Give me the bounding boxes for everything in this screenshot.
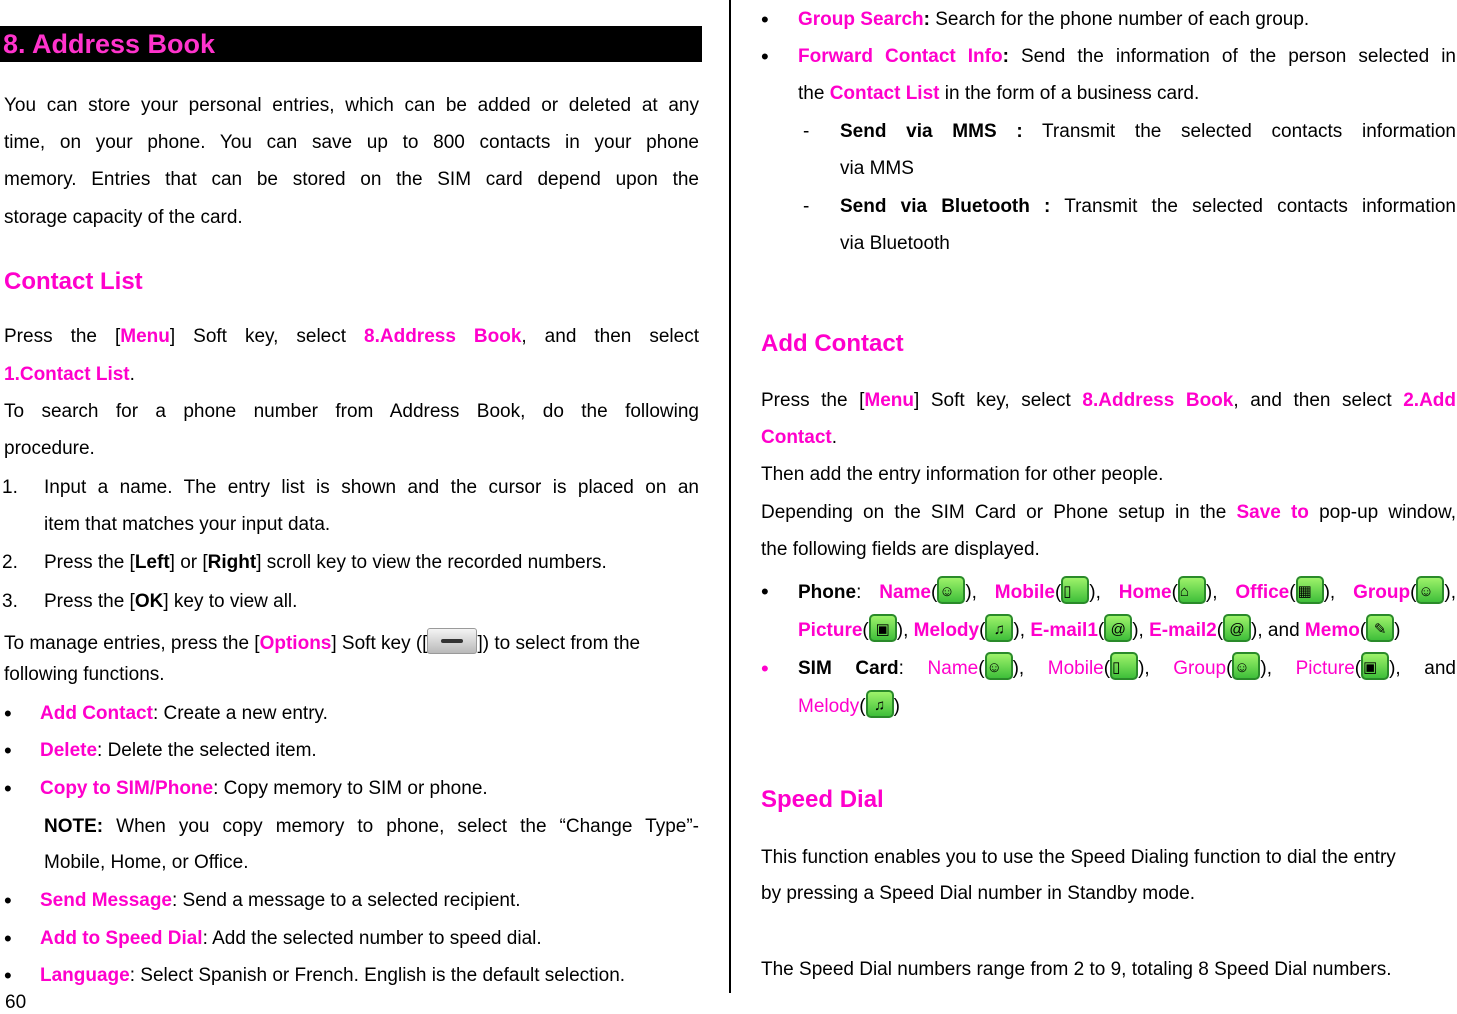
function-item: Copy to SIM/Phone: Copy memory to SIM or phone. (40, 778, 488, 799)
music-note-icon: ♫ (985, 614, 1013, 642)
function-item: the Contact List in the form of a business card. (798, 83, 1200, 104)
step-number: 3. (2, 591, 18, 612)
step-text: item that matches your input data. (44, 514, 331, 535)
address-book-menu-label: 8.Address Book (364, 326, 522, 347)
section-heading-add-contact: Add Contact (761, 330, 904, 357)
speed-dial-text: by pressing a Speed Dial number in Standby mode. (761, 883, 1196, 904)
music-note-icon: ♫ (866, 690, 894, 718)
add-contact-instruction: Press the [Menu] Soft key, select 8.Address Book, and then select 2.Add (761, 390, 1456, 411)
phone-fields: Picture( ▣ ), Melody( ♫ ), E-mail1( @ ), E-mail2( @ ), and Memo( ✎ ) (798, 614, 1400, 644)
speed-dial-text: This function enables you to use the Speed Dialing function to dial the entry (761, 847, 1396, 868)
bullet-icon: • (761, 7, 769, 32)
bullet-icon: • (4, 926, 12, 951)
bullet-icon: • (4, 738, 12, 763)
intro-line: time, on your phone. You can save up to 800 contacts in your phone (4, 132, 699, 153)
intro-line: memory. Entries that can be stored on the SIM card depend upon the (4, 169, 699, 190)
sim-fields: Melody( ♫ ) (798, 690, 900, 720)
speed-dial-text: The Speed Dial numbers range from 2 to 9, totaling 8 Speed Dial numbers. (761, 959, 1392, 980)
page-number: 60 (5, 992, 27, 1013)
section-heading-contact-list: Contact List (4, 268, 143, 295)
menu-key-label: Menu (120, 326, 170, 347)
contact-list-menu-item: 1.Contact List. (4, 364, 135, 385)
face-icon: ☺ (937, 576, 965, 604)
send-option: via MMS (840, 158, 914, 179)
contact-list-instruction: Press the [Menu] Soft key, select 8.Address Book, and then select (4, 326, 699, 347)
bullet-icon: • (4, 963, 12, 988)
search-instruction: procedure. (4, 438, 95, 459)
chapter-title: 8. Address Book (3, 29, 216, 59)
bullet-icon: • (4, 776, 12, 801)
add-contact-instruction: Contact. (761, 427, 838, 448)
face-icon: ☺ (985, 652, 1013, 680)
bullet-icon: • (4, 701, 12, 726)
function-item: Group Search: Search for the phone number of each group. (798, 9, 1310, 30)
step-number: 2. (2, 552, 18, 573)
step-text: Input a name. The entry list is shown and the cursor is placed on an (44, 477, 699, 498)
add-contact-text: the following fields are displayed. (761, 539, 1040, 560)
dash-icon: - (803, 121, 810, 142)
house-icon: ⌂ (1178, 576, 1206, 604)
mobile-phone-icon: ▯ (1110, 652, 1138, 680)
section-heading-speed-dial: Speed Dial (761, 786, 884, 813)
group-icon: ☺ (1232, 652, 1260, 680)
column-divider (729, 0, 731, 993)
dash-icon: - (803, 196, 810, 217)
step-text: Press the [Left] or [Right] scroll key to view the recorded numbers. (44, 552, 607, 573)
send-option: Send via Bluetooth : Transmit the selected contacts information (840, 196, 1456, 217)
mobile-phone-icon: ▯ (1061, 576, 1089, 604)
soft-key-icon (427, 628, 477, 654)
bullet-icon: • (761, 579, 769, 604)
office-building-icon: ▦ (1296, 576, 1324, 604)
bullet-icon: • (761, 44, 769, 69)
email-globe-icon: @ (1104, 614, 1132, 642)
step-text: Press the [OK] key to view all. (44, 591, 298, 612)
intro-line: storage capacity of the card. (4, 207, 243, 228)
step-number: 1. (2, 477, 18, 498)
intro-line: You can store your personal entries, which can be added or deleted at any (4, 95, 699, 116)
picture-icon: ▣ (869, 614, 897, 642)
function-item: Forward Contact Info: Send the information of the person selected in (798, 46, 1456, 67)
options-key-label: Options (259, 633, 332, 654)
function-item: Send Message: Send a message to a selected recipient. (40, 890, 521, 911)
add-contact-text: Then add the entry information for other people. (761, 464, 1164, 485)
memo-icon: ✎ (1366, 614, 1394, 642)
function-item: Add Contact: Create a new entry. (40, 703, 328, 724)
note-text: Mobile, Home, or Office. (44, 852, 249, 873)
add-contact-text: Depending on the SIM Card or Phone setup in the Save to pop-up window, (761, 502, 1456, 523)
function-item: Add to Speed Dial: Add the selected number to speed dial. (40, 928, 542, 949)
send-option: via Bluetooth (840, 233, 950, 254)
bullet-icon: • (4, 888, 12, 913)
phone-fields: Phone: Name( ☺ ), Mobile( ▯ ), Home( ⌂ ), Office( ▦ ), Group( ☺ ), (798, 576, 1456, 606)
function-item: Delete: Delete the selected item. (40, 740, 317, 761)
search-instruction: To search for a phone number from Address Book, do the following (4, 401, 699, 422)
picture-icon: ▣ (1361, 652, 1389, 680)
email-globe-icon: @ (1223, 614, 1251, 642)
manage-instruction: To manage entries, press the [Options] Soft key ([ ]) to select from the (4, 628, 640, 652)
function-item: Language: Select Spanish or French. English is the default selection. (40, 965, 626, 986)
sim-fields: SIM Card: Name( ☺ ), Mobile( ▯ ), Group( ☺ ), Picture( ▣ ), and (798, 652, 1456, 682)
manage-instruction: following functions. (4, 664, 165, 685)
send-option: Send via MMS : Transmit the selected contacts information (840, 121, 1456, 142)
note-text: NOTE: When you copy memory to phone, select the “Change Type”- (44, 816, 699, 837)
bullet-icon: • (761, 656, 769, 681)
group-icon: ☺ (1416, 576, 1444, 604)
